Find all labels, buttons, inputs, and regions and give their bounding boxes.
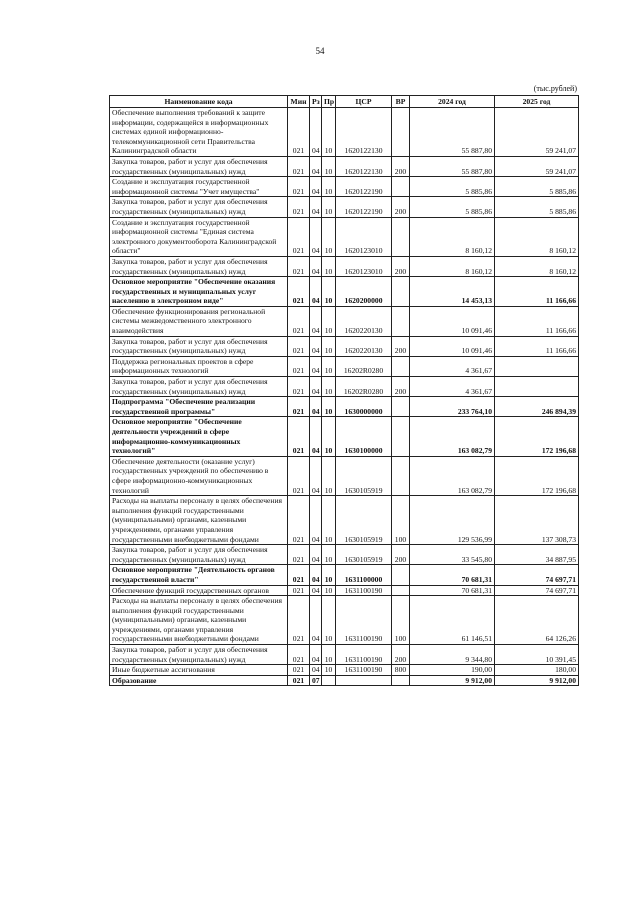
cell-rz: 04 <box>310 356 322 376</box>
cell-y2025: 8 160,12 <box>495 217 579 256</box>
cell-y2024: 233 764,10 <box>410 397 495 417</box>
cell-pr: 10 <box>322 397 336 417</box>
cell-y2024: 8 160,12 <box>410 256 495 276</box>
cell-csr: 1631100190 <box>336 596 392 645</box>
cell-min: 021 <box>288 596 310 645</box>
cell-pr: 10 <box>322 277 336 307</box>
cell-y2024: 10 091,46 <box>410 306 495 336</box>
cell-y2025: 5 885,86 <box>495 177 579 197</box>
cell-y2024: 55 887,80 <box>410 108 495 157</box>
cell-rz: 04 <box>310 377 322 397</box>
cell-y2024: 129 536,99 <box>410 496 495 545</box>
cell-name: Иные бюджетные ассигнования <box>110 665 288 676</box>
table-body <box>110 108 579 686</box>
cell-name: Обеспечение деятельности (оказание услуг) государственных учреждений по обеспечению в сфере информационно-коммуникационных технологий <box>110 456 288 495</box>
cell-vr <box>392 108 410 157</box>
cell-min: 021 <box>288 645 310 665</box>
cell-csr: 1631100190 <box>336 645 392 665</box>
cell-vr: 100 <box>392 596 410 645</box>
cell-pr: 10 <box>322 356 336 376</box>
cell-vr <box>392 456 410 495</box>
cell-vr: 200 <box>392 545 410 565</box>
cell-y2025: 59 241,07 <box>495 108 579 157</box>
table-row <box>110 336 579 356</box>
cell-y2025: 5 885,86 <box>495 197 579 217</box>
cell-rz: 04 <box>310 665 322 676</box>
cell-vr <box>392 397 410 417</box>
table-row <box>110 197 579 217</box>
cell-vr <box>392 277 410 307</box>
cell-y2025: 59 241,07 <box>495 156 579 176</box>
cell-pr: 10 <box>322 545 336 565</box>
cell-name: Закупка товаров, работ и услуг для обеспечения государственных (муниципальных) нужд <box>110 197 288 217</box>
table-row <box>110 256 579 276</box>
cell-y2025: 74 697,71 <box>495 565 579 585</box>
header-min: Мин <box>288 96 310 108</box>
cell-pr: 10 <box>322 665 336 676</box>
header-vr: ВР <box>392 96 410 108</box>
cell-min: 021 <box>288 675 310 686</box>
cell-name: Обеспечение функционирования региональной системы межведомственного электронного взаимодействия <box>110 306 288 336</box>
cell-csr <box>336 675 392 686</box>
cell-rz: 04 <box>310 336 322 356</box>
cell-name: Обеспечение выполнения требований к защите информации, содержащейся в информационных системах единой информационно-телекоммуникационной сети Правительства Калининградской области <box>110 108 288 157</box>
cell-vr <box>392 565 410 585</box>
cell-min: 021 <box>288 397 310 417</box>
table-row <box>110 377 579 397</box>
cell-csr: 1620200000 <box>336 277 392 307</box>
cell-vr: 200 <box>392 377 410 397</box>
cell-y2024: 33 545,80 <box>410 545 495 565</box>
cell-vr <box>392 417 410 456</box>
cell-pr: 10 <box>322 585 336 596</box>
table-row <box>110 565 579 585</box>
cell-y2024: 8 160,12 <box>410 217 495 256</box>
cell-rz: 04 <box>310 645 322 665</box>
cell-y2024: 61 146,51 <box>410 596 495 645</box>
cell-pr: 10 <box>322 217 336 256</box>
cell-y2025: 74 697,71 <box>495 585 579 596</box>
cell-name: Обеспечение функций государственных органов <box>110 585 288 596</box>
cell-pr: 10 <box>322 108 336 157</box>
cell-y2024: 14 453,13 <box>410 277 495 307</box>
cell-pr: 10 <box>322 197 336 217</box>
cell-name: Закупка товаров, работ и услуг для обеспечения государственных (муниципальных) нужд <box>110 545 288 565</box>
cell-vr: 200 <box>392 156 410 176</box>
cell-y2024: 163 082,79 <box>410 456 495 495</box>
cell-y2025: 9 912,00 <box>495 675 579 686</box>
cell-name: Создание и эксплуатация государственной информационной системы "Единая система электронного документооборота Калининградской области" <box>110 217 288 256</box>
cell-min: 021 <box>288 417 310 456</box>
table-row <box>110 596 579 645</box>
cell-pr: 10 <box>322 596 336 645</box>
cell-min: 021 <box>288 496 310 545</box>
cell-y2025 <box>495 356 579 376</box>
cell-pr: 10 <box>322 336 336 356</box>
cell-min: 021 <box>288 356 310 376</box>
cell-csr: 1620123010 <box>336 256 392 276</box>
cell-rz: 04 <box>310 217 322 256</box>
table-header-row <box>110 96 579 108</box>
cell-csr: 1630105919 <box>336 545 392 565</box>
cell-pr: 10 <box>322 456 336 495</box>
cell-csr: 1630100000 <box>336 417 392 456</box>
cell-csr: 1620123010 <box>336 217 392 256</box>
cell-rz: 04 <box>310 177 322 197</box>
cell-rz: 04 <box>310 256 322 276</box>
cell-min: 021 <box>288 306 310 336</box>
cell-y2024: 55 887,80 <box>410 156 495 176</box>
cell-name: Закупка товаров, работ и услуг для обеспечения государственных (муниципальных) нужд <box>110 156 288 176</box>
table-row <box>110 645 579 665</box>
cell-y2025: 246 894,39 <box>495 397 579 417</box>
header-2025: 2025 год <box>495 96 579 108</box>
cell-pr: 10 <box>322 417 336 456</box>
cell-min: 021 <box>288 256 310 276</box>
cell-min: 021 <box>288 545 310 565</box>
cell-min: 021 <box>288 336 310 356</box>
cell-rz: 04 <box>310 565 322 585</box>
budget-table <box>109 95 579 686</box>
cell-pr: 10 <box>322 565 336 585</box>
table-row <box>110 277 579 307</box>
cell-name: Закупка товаров, работ и услуг для обеспечения государственных (муниципальных) нужд <box>110 256 288 276</box>
header-rz: Рз <box>310 96 322 108</box>
table-row <box>110 177 579 197</box>
cell-y2024: 9 912,00 <box>410 675 495 686</box>
cell-rz: 04 <box>310 397 322 417</box>
cell-csr: 1620122190 <box>336 197 392 217</box>
cell-vr: 100 <box>392 496 410 545</box>
cell-y2024: 70 681,31 <box>410 565 495 585</box>
cell-vr: 200 <box>392 197 410 217</box>
cell-csr: 1620122130 <box>336 156 392 176</box>
cell-pr: 10 <box>322 256 336 276</box>
cell-name: Поддержка региональных проектов в сфере информационных технологий <box>110 356 288 376</box>
cell-min: 021 <box>288 156 310 176</box>
header-2024: 2024 год <box>410 96 495 108</box>
table-row <box>110 545 579 565</box>
table-row <box>110 217 579 256</box>
cell-rz: 07 <box>310 675 322 686</box>
cell-vr <box>392 585 410 596</box>
table-row <box>110 108 579 157</box>
cell-pr: 10 <box>322 177 336 197</box>
cell-y2025: 11 166,66 <box>495 336 579 356</box>
cell-name: Закупка товаров, работ и услуг для обеспечения государственных (муниципальных) нужд <box>110 336 288 356</box>
cell-rz: 04 <box>310 545 322 565</box>
cell-y2025 <box>495 377 579 397</box>
cell-min: 021 <box>288 217 310 256</box>
header-name: Наименование кода <box>110 96 288 108</box>
cell-y2025: 34 887,95 <box>495 545 579 565</box>
header-pr: Пр <box>322 96 336 108</box>
table-row <box>110 417 579 456</box>
table-row <box>110 397 579 417</box>
cell-y2025: 10 391,45 <box>495 645 579 665</box>
cell-pr <box>322 675 336 686</box>
cell-y2025: 64 126,26 <box>495 596 579 645</box>
cell-y2025: 8 160,12 <box>495 256 579 276</box>
cell-csr: 1630000000 <box>336 397 392 417</box>
cell-min: 021 <box>288 565 310 585</box>
cell-name: Основное мероприятие "Обеспечение оказания государственных и муниципальных услуг населению в электронном виде" <box>110 277 288 307</box>
cell-csr: 16202R0280 <box>336 356 392 376</box>
cell-csr: 1631100000 <box>336 565 392 585</box>
cell-y2024: 163 082,79 <box>410 417 495 456</box>
cell-name: Основное мероприятие "Обеспечение деятельности учреждений в сфере информационно-коммуникационных технологий" <box>110 417 288 456</box>
cell-csr: 1620122130 <box>336 108 392 157</box>
cell-vr: 800 <box>392 665 410 676</box>
cell-y2024: 4 361,67 <box>410 377 495 397</box>
cell-vr <box>392 356 410 376</box>
cell-name: Закупка товаров, работ и услуг для обеспечения государственных (муниципальных) нужд <box>110 377 288 397</box>
cell-pr: 10 <box>322 306 336 336</box>
cell-y2025: 11 166,66 <box>495 277 579 307</box>
cell-vr <box>392 177 410 197</box>
cell-rz: 04 <box>310 585 322 596</box>
units-label: (тыс.рублей) <box>533 84 577 93</box>
cell-min: 021 <box>288 177 310 197</box>
cell-y2025: 180,00 <box>495 665 579 676</box>
cell-csr: 1620122190 <box>336 177 392 197</box>
table-row <box>110 675 579 686</box>
cell-pr: 10 <box>322 496 336 545</box>
cell-name: Закупка товаров, работ и услуг для обеспечения государственных (муниципальных) нужд <box>110 645 288 665</box>
cell-name: Расходы на выплаты персоналу в целях обеспечения выполнения функций государственными (муниципальными) органами, казенными учреждениями, органами управления государственными внебюджетными фондами <box>110 496 288 545</box>
cell-pr: 10 <box>322 377 336 397</box>
cell-vr: 200 <box>392 256 410 276</box>
cell-y2024: 5 885,86 <box>410 197 495 217</box>
cell-y2024: 190,00 <box>410 665 495 676</box>
cell-y2024: 10 091,46 <box>410 336 495 356</box>
cell-rz: 04 <box>310 417 322 456</box>
cell-name: Образование <box>110 675 288 686</box>
cell-y2024: 9 344,80 <box>410 645 495 665</box>
cell-y2025: 11 166,66 <box>495 306 579 336</box>
header-csr: ЦСР <box>336 96 392 108</box>
cell-vr <box>392 306 410 336</box>
cell-y2024: 70 681,31 <box>410 585 495 596</box>
cell-pr: 10 <box>322 156 336 176</box>
cell-rz: 04 <box>310 277 322 307</box>
cell-rz: 04 <box>310 456 322 495</box>
cell-csr: 1630105919 <box>336 496 392 545</box>
cell-csr: 16202R0280 <box>336 377 392 397</box>
cell-vr: 200 <box>392 336 410 356</box>
cell-csr: 1620220130 <box>336 306 392 336</box>
table-row <box>110 496 579 545</box>
cell-csr: 1620220130 <box>336 336 392 356</box>
cell-vr: 200 <box>392 645 410 665</box>
table-row <box>110 665 579 676</box>
cell-csr: 1630105919 <box>336 456 392 495</box>
cell-y2025: 137 308,73 <box>495 496 579 545</box>
cell-vr <box>392 675 410 686</box>
cell-min: 021 <box>288 277 310 307</box>
cell-min: 021 <box>288 585 310 596</box>
table-row <box>110 456 579 495</box>
cell-name: Создание и эксплуатация государственной информационной системы "Учет имущества" <box>110 177 288 197</box>
cell-vr <box>392 217 410 256</box>
cell-rz: 04 <box>310 197 322 217</box>
cell-y2025: 172 196,68 <box>495 456 579 495</box>
cell-y2024: 4 361,67 <box>410 356 495 376</box>
cell-min: 021 <box>288 456 310 495</box>
cell-rz: 04 <box>310 496 322 545</box>
table-row <box>110 585 579 596</box>
cell-min: 021 <box>288 197 310 217</box>
page-number: 54 <box>315 46 325 56</box>
cell-min: 021 <box>288 377 310 397</box>
cell-pr: 10 <box>322 645 336 665</box>
cell-csr: 1631100190 <box>336 585 392 596</box>
cell-min: 021 <box>288 108 310 157</box>
cell-name: Основное мероприятие "Деятельность органов государственной власти" <box>110 565 288 585</box>
cell-min: 021 <box>288 665 310 676</box>
cell-rz: 04 <box>310 156 322 176</box>
table-row <box>110 156 579 176</box>
table-row <box>110 356 579 376</box>
cell-rz: 04 <box>310 306 322 336</box>
cell-y2025: 172 196,68 <box>495 417 579 456</box>
cell-y2024: 5 885,86 <box>410 177 495 197</box>
cell-rz: 04 <box>310 596 322 645</box>
cell-csr: 1631100190 <box>336 665 392 676</box>
cell-name: Расходы на выплаты персоналу в целях обеспечения выполнения функций государственными (муниципальными) органами, казенными учреждениями, органами управления государственными внебюджетными фондами <box>110 596 288 645</box>
table-row <box>110 306 579 336</box>
cell-name: Подпрограмма "Обеспечение реализации государственной программы" <box>110 397 288 417</box>
cell-rz: 04 <box>310 108 322 157</box>
